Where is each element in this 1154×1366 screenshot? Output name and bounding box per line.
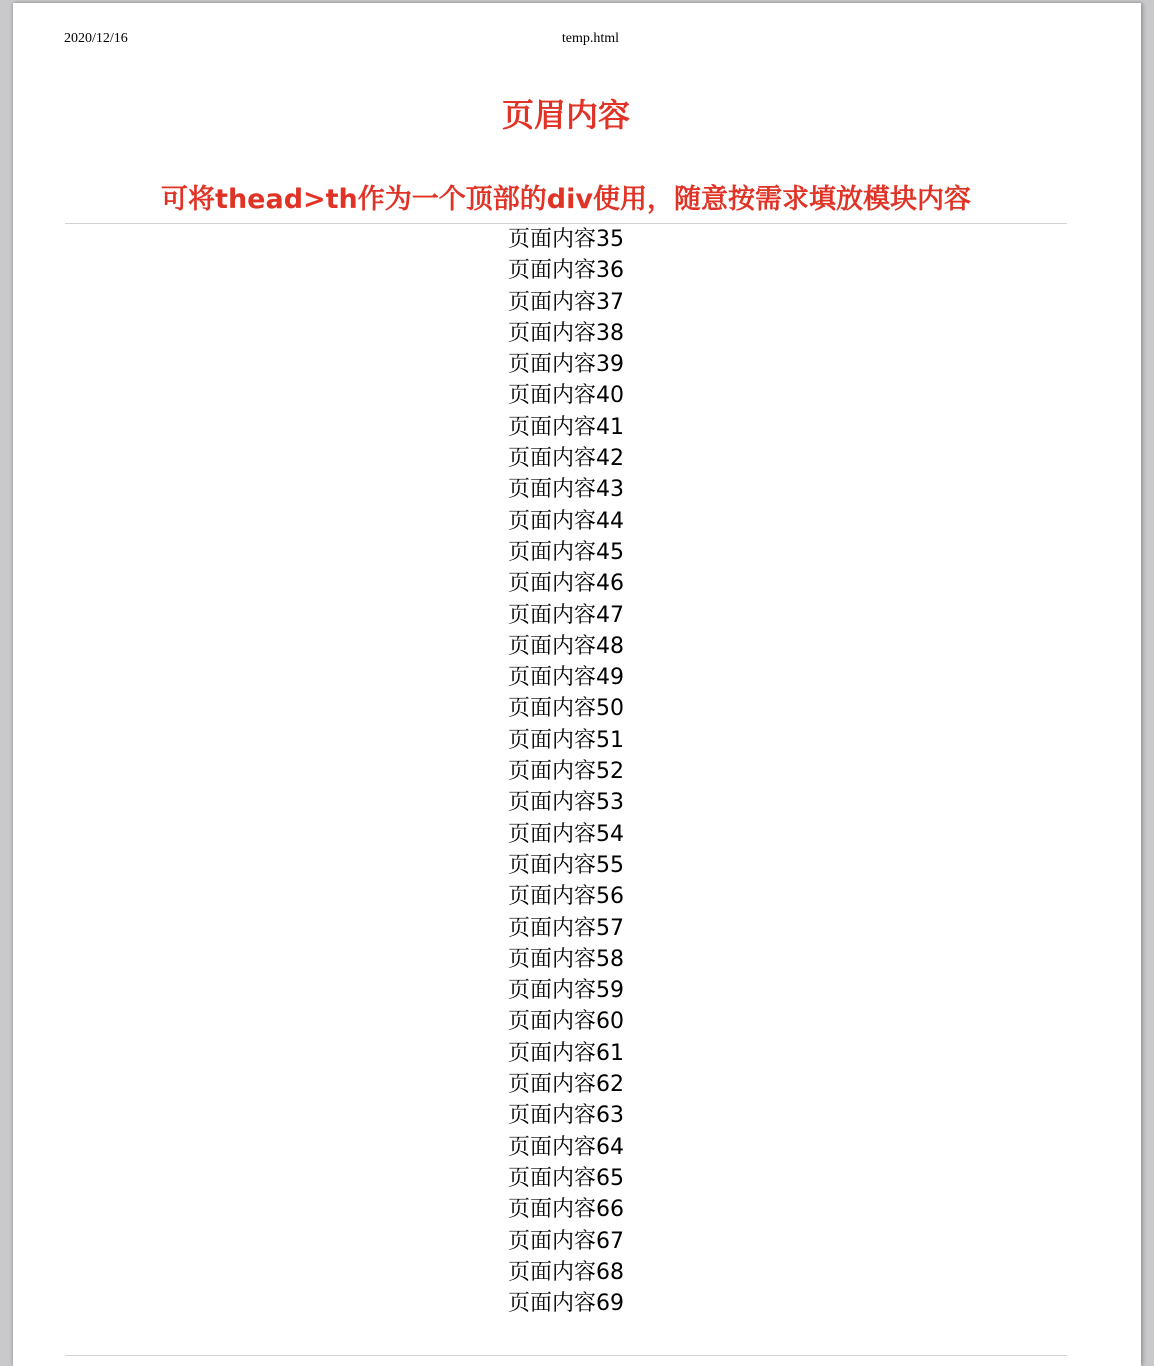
content-row: 页面内容69 — [508, 1291, 624, 1317]
page-subtitle: 可将thead>th作为一个顶部的div使用，随意按需求填放模块内容 — [161, 184, 971, 215]
content-row: 页面内容46 — [508, 571, 624, 597]
content-row: 页面内容49 — [508, 665, 624, 691]
content-row: 页面内容63 — [508, 1103, 624, 1129]
content-row: 页面内容42 — [508, 446, 624, 472]
content-row: 页面内容40 — [508, 383, 624, 409]
content-row: 页面内容66 — [508, 1197, 624, 1223]
content-row: 页面内容36 — [508, 258, 624, 284]
content-row: 页面内容62 — [508, 1072, 624, 1098]
content-row: 页面内容57 — [508, 915, 624, 941]
content-row: 页面内容45 — [508, 539, 624, 565]
content-row: 页面内容39 — [508, 352, 624, 378]
print-date: 2020/12/16 — [64, 31, 128, 46]
print-header — [13, 31, 1141, 49]
content-row: 页面内容64 — [508, 1134, 624, 1160]
content-row: 页面内容52 — [508, 759, 624, 785]
content-row: 页面内容61 — [508, 1040, 624, 1066]
footer-divider — [65, 1355, 1067, 1356]
content-row: 页面内容55 — [508, 852, 624, 878]
content-row: 页面内容48 — [508, 633, 624, 659]
content-row: 页面内容43 — [508, 477, 624, 503]
content-row: 页面内容50 — [508, 696, 624, 722]
content-row: 页面内容54 — [508, 821, 624, 847]
content-row: 页面内容44 — [508, 508, 624, 534]
content-row: 页面内容47 — [508, 602, 624, 628]
content-row: 页面内容68 — [508, 1259, 624, 1285]
content-row: 页面内容41 — [508, 414, 624, 440]
content-row: 页面内容51 — [508, 727, 624, 753]
content-row: 页面内容59 — [508, 978, 624, 1004]
page-title: 页眉内容 — [501, 96, 630, 134]
content-row: 页面内容56 — [508, 884, 624, 910]
page-content — [65, 90, 1067, 1319]
print-filename: temp.html — [561, 31, 620, 46]
content-row: 页面内容65 — [508, 1165, 624, 1191]
content-row: 页面内容60 — [508, 1009, 624, 1035]
content-row: 页面内容58 — [508, 946, 624, 972]
content-row: 页面内容53 — [508, 790, 624, 816]
content-row: 页面内容35 — [508, 227, 624, 252]
content-row: 页面内容38 — [508, 320, 624, 346]
content-list — [65, 224, 1067, 1319]
content-row: 页面内容67 — [508, 1228, 624, 1254]
content-row: 页面内容37 — [508, 289, 624, 315]
